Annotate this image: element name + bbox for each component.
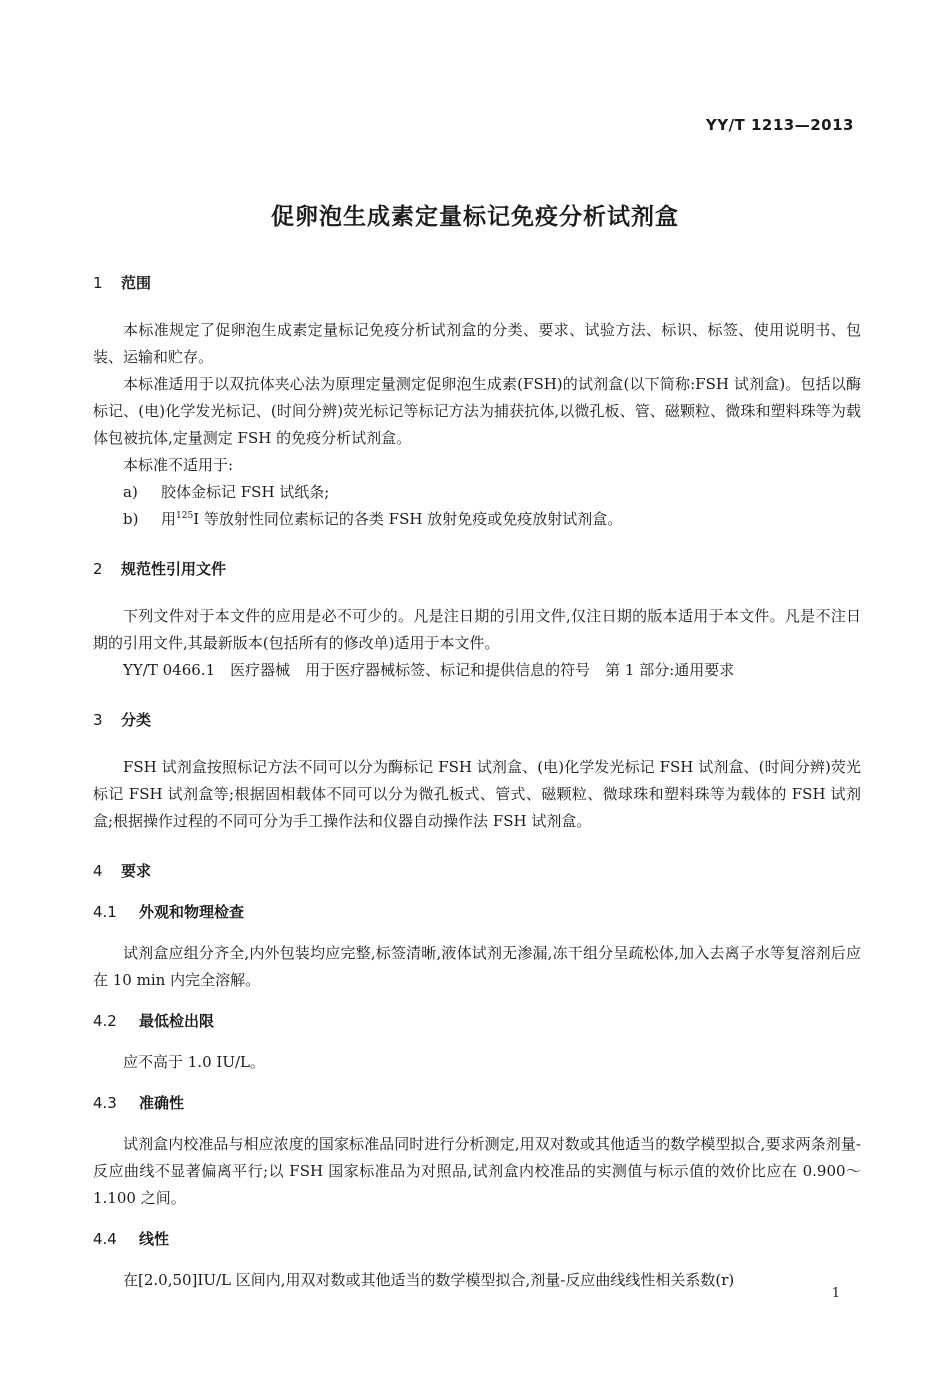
section-1-heading [93, 270, 861, 297]
section-2-heading [93, 556, 861, 583]
section-number: 4 [93, 862, 103, 880]
list-marker: b) [123, 510, 139, 528]
list-marker: a) [123, 483, 138, 501]
list-item [93, 506, 861, 533]
paragraph: 在[2.0,50]IU/L 区间内,用双对数或其他适当的数学模型拟合,剂量-反应曲线线性相关系数(r) [123, 1271, 735, 1289]
subsection-number: 4.1 [93, 903, 117, 921]
isotope-superscript: 125 [176, 511, 194, 521]
list-item [93, 479, 861, 506]
paragraph: 试剂盒应组分齐全,内外包装均应完整,标签清晰,液体试剂无渗漏,冻干组分呈疏松体,加入去离子水等复溶剂后应在 10 min 内完全溶解。 [93, 944, 861, 989]
paragraph: 试剂盒内校准品与相应浓度的国家标准品同时进行分析测定,用双对数或其他适当的数学模型拟合,要求两条剂量-反应曲线不显著偏离平行;以 FSH 国家标准品为对照品,试剂盒内校准品的实测值与标示值的效价比应在 0.900～1.100 之间。 [93, 1135, 861, 1207]
section-number: 2 [93, 560, 103, 578]
subsection-4-1-heading [93, 899, 861, 926]
paragraph: 下列文件对于本文件的应用是必不可少的。凡是注日期的引用文件,仅注日期的版本适用于本文件。凡是不注日期的引用文件,其最新版本(包括所有的修改单)适用于本文件。 [93, 607, 861, 652]
section-title: 规范性引用文件 [121, 560, 227, 578]
section-title: 范围 [121, 274, 152, 292]
subsection-title: 外观和物理检查 [139, 903, 245, 921]
subsection-title: 准确性 [139, 1094, 185, 1112]
paragraph: 本标准不适用于: [123, 456, 234, 474]
section-title: 分类 [121, 711, 152, 729]
page-number: 1 [831, 1286, 840, 1301]
document-body [93, 270, 861, 1294]
subsection-number: 4.2 [93, 1012, 117, 1030]
section-4-heading [93, 858, 861, 885]
paragraph: 应不高于 1.0 IU/L。 [123, 1053, 265, 1071]
paragraph: FSH 试剂盒按照标记方法不同可以分为酶标记 FSH 试剂盒、(电)化学发光标记 FSH 试剂盒、(时间分辨)荧光标记 FSH 试剂盒等;根据固相载体不同可以分为微孔板式、管式、磁颗粒、微球珠和塑料珠等为载体的 FSH 试剂盒;根据操作过程的不同可分为手工操作法和仪器自动操作法 FSH 试剂盒。 [93, 758, 861, 830]
subsection-4-3-heading [93, 1090, 861, 1117]
subsection-title: 线性 [139, 1230, 170, 1248]
subsection-4-2-heading [93, 1008, 861, 1035]
section-3-heading [93, 707, 861, 734]
paragraph: 本标准规定了促卵泡生成素定量标记免疫分析试剂盒的分类、要求、试验方法、标识、标签、使用说明书、包装、运输和贮存。 [93, 321, 861, 366]
list-text: 胶体金标记 FSH 试纸条; [161, 483, 330, 501]
subsection-number: 4.4 [93, 1230, 117, 1248]
section-number: 1 [93, 274, 103, 292]
list-text-post: I 等放射性同位素标记的各类 FSH 放射免疫或免疫放射试剂盒。 [193, 510, 623, 528]
paragraph: 本标准适用于以双抗体夹心法为原理定量测定促卵泡生成素(FSH)的试剂盒(以下简称:FSH 试剂盒)。包括以酶标记、(电)化学发光标记、(时间分辨)荧光标记等标记方法为捕获抗体,以微孔板、管、磁颗粒、微珠和塑料珠等为载体包被抗体,定量测定 FSH 的免疫分析试剂盒。 [93, 375, 861, 447]
subsection-4-4-heading [93, 1226, 861, 1253]
document-title: 促卵泡生成素定量标记免疫分析试剂盒 [271, 204, 679, 230]
normative-reference: YY/T 0466.1 医疗器械 用于医疗器械标签、标记和提供信息的符号 第 1 部分:通用要求 [123, 661, 735, 679]
subsection-number: 4.3 [93, 1094, 117, 1112]
section-number: 3 [93, 711, 103, 729]
document-code: YY/T 1213—2013 [705, 116, 854, 134]
list-text-pre: 用 [161, 510, 177, 528]
section-title: 要求 [121, 862, 152, 880]
subsection-title: 最低检出限 [139, 1012, 215, 1030]
